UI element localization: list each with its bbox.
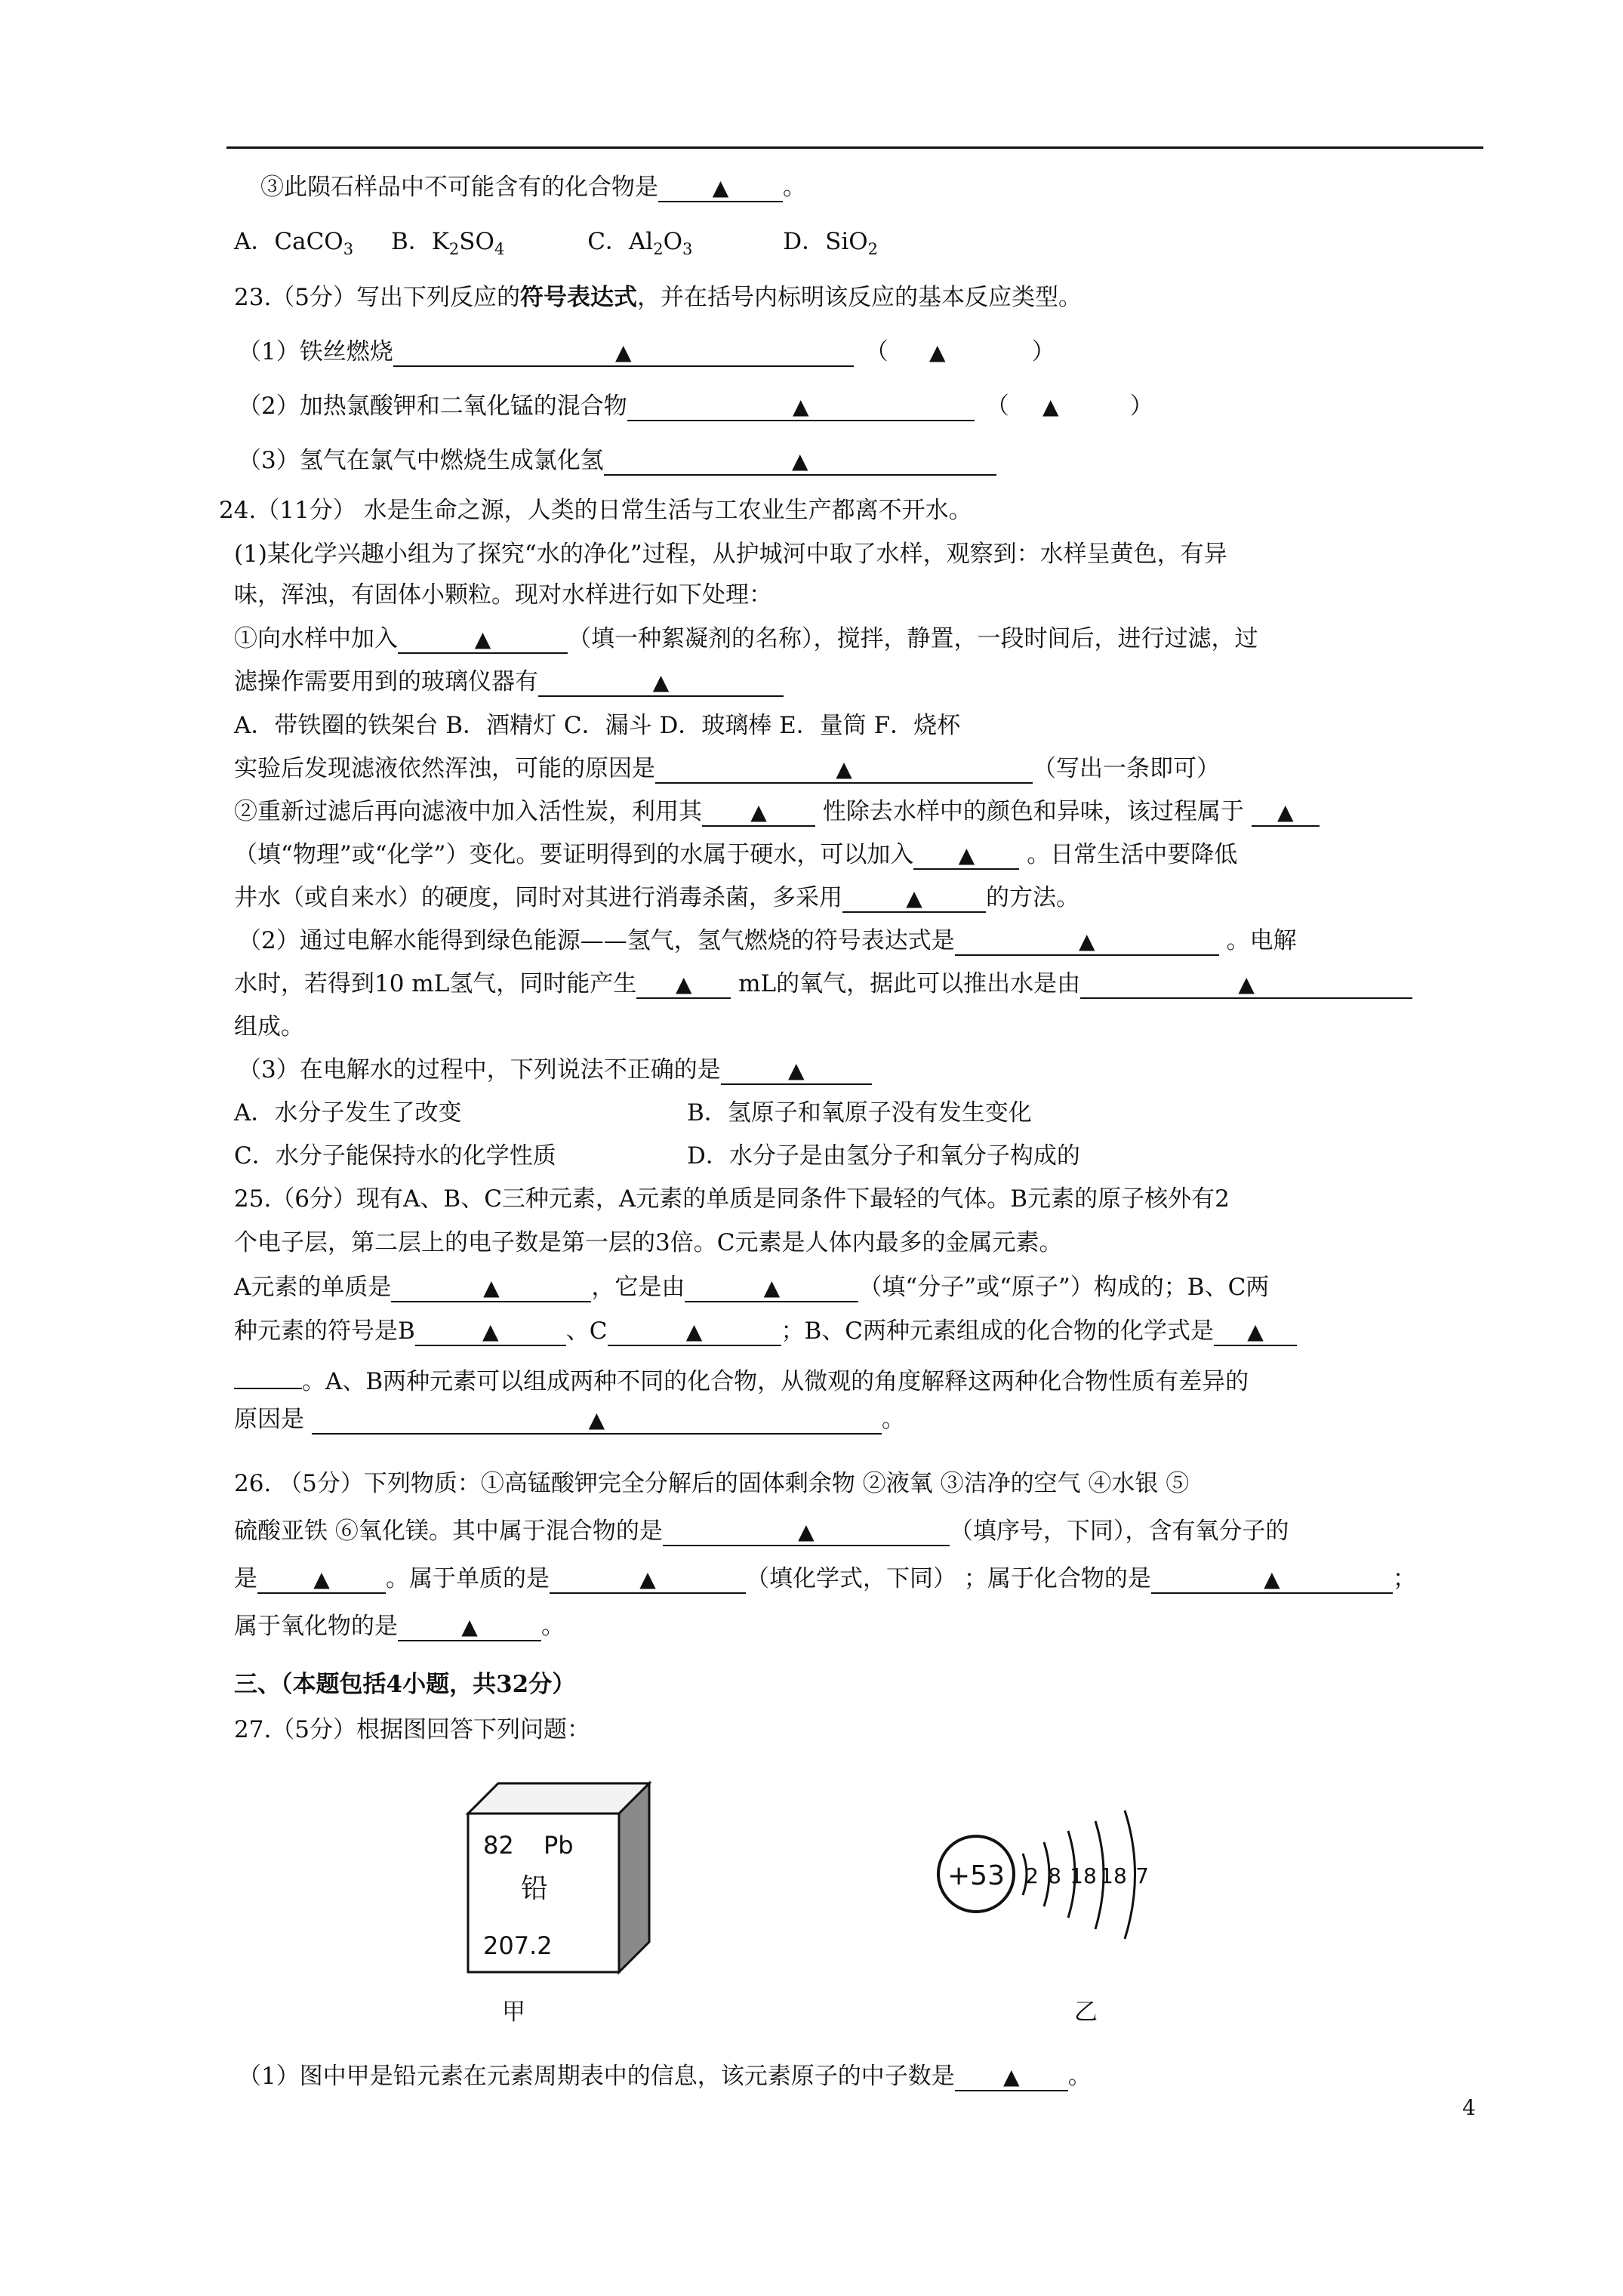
q24-option-d: D．水分子是由氢分子和氧分子构成的: [687, 1142, 1080, 1170]
answer-blank[interactable]: ▲: [955, 927, 1219, 956]
q23-part3: （3）氢气在氯气中燃烧生成氯化氢 ▲: [238, 445, 996, 476]
q24-text: 水时，若得到10 mL氢气，同时能产生 ▲ mL的氧气，据此可以推出水是由 ▲: [234, 969, 1412, 999]
q24-options: A．带铁圈的铁架台 B．酒精灯 C．漏斗 D．玻璃棒 E．量筒 F．烧杯: [234, 712, 961, 739]
q24-stem: 24.（11分） 水是生命之源，人类的日常生活与工农业生产都离不开水。: [219, 497, 972, 524]
q25-text: A元素的单质是 ▲ ，它是由 ▲ （填“分子”或“原子”）构成的；B、C两: [234, 1274, 1270, 1301]
answer-blank[interactable]: ▲: [1151, 1565, 1393, 1594]
q24-text: (1)某化学兴趣小组为了探究“水的净化”过程，从护城河中取了水样，观察到：水样呈黄色，有异: [234, 541, 1227, 568]
answer-blank[interactable]: ▲: [398, 625, 568, 654]
answer-blank[interactable]: ▲: [1042, 394, 1059, 419]
shell-electrons: 18: [1100, 1863, 1127, 1888]
header-rule: [226, 146, 1483, 149]
q22-options: A．CaCO$_3$ B．$K_2SO_4$ C．$Al_2O_3$ D．SiO$_2$: [234, 228, 879, 259]
answer-blank[interactable]: ▲: [257, 1565, 386, 1594]
q22-part3: ③此陨石样品中不可能含有的化合物是 ▲ 。: [260, 174, 806, 201]
answer-blank[interactable]: ▲: [550, 1565, 746, 1594]
shell-electrons: 18: [1070, 1863, 1097, 1888]
answer-blank[interactable]: ▲: [636, 970, 731, 999]
q23-part2: （2）加热氯酸钾和二氧化锰的混合物 ▲ （ ▲ ）: [238, 391, 1153, 422]
answer-blank[interactable]: ▲: [929, 340, 946, 365]
q23-part1: （1）铁丝燃烧 ▲ （ ▲ ）: [238, 337, 1055, 368]
answer-blank[interactable]: ▲: [604, 447, 996, 476]
figure-caption-jia: 甲: [502, 1999, 525, 2026]
q24-option-a: A．水分子发生了改变: [234, 1099, 462, 1126]
q24-text: 井水（或自来水）的硬度，同时对其进行消毒杀菌，多采用 ▲ 的方法。: [234, 884, 1079, 911]
q25-text: 种元素的符号是B ▲ 、C ▲ ；B、C两种元素组成的化合物的化学式是 ▲: [234, 1316, 1297, 1346]
answer-blank[interactable]: ▲: [655, 755, 1033, 784]
answer-blank[interactable]: ▲: [608, 1318, 781, 1346]
q24-option-c: C．水分子能保持水的化学性质: [234, 1142, 556, 1170]
q27-stem: 27.（5分）根据图回答下列问题：: [234, 1716, 591, 1743]
q24-text: ①向水样中加入 ▲ （填一种絮凝剂的名称），搅拌，静置，一段时间后，进行过滤，过: [234, 625, 1258, 652]
q23-stem: 23.（5分）写出下列反应的符号表达式，并在括号内标明该反应的基本反应类型。: [234, 284, 1083, 311]
shell-electrons: 8: [1048, 1863, 1061, 1888]
element-name: 铅: [521, 1873, 549, 1904]
q24-text: （2）通过电解水能得到绿色能源——氢气，氢气燃烧的符号表达式是 ▲ 。电解: [238, 927, 1297, 954]
figure-iodine-atom-structure: [925, 1789, 1174, 1963]
atomic-mass: 207.2: [483, 1931, 553, 1960]
figure-caption-yi: 乙: [1074, 1999, 1098, 2026]
answer-blank[interactable]: ▲: [955, 2063, 1068, 2091]
q24-text: （3）在电解水的过程中，下列说法不正确的是 ▲: [238, 1055, 872, 1085]
q27-part1: （1）图中甲是铅元素在元素周期表中的信息，该元素原子的中子数是 ▲ 。: [238, 2063, 1092, 2090]
answer-blank[interactable]: ▲: [913, 841, 1019, 870]
q24-text: 组成。: [234, 1013, 304, 1040]
answer-blank[interactable]: ▲: [415, 1318, 566, 1346]
answer-blank[interactable]: ▲: [1080, 970, 1412, 999]
q24-text: ②重新过滤后再向滤液中加入活性炭，利用其 ▲ 性除去水样中的颜色和异味，该过程属于 ▲: [234, 797, 1320, 827]
shell-electrons: 7: [1135, 1863, 1149, 1888]
answer-blank[interactable]: ▲: [538, 668, 784, 697]
answer-blank[interactable]: ▲: [312, 1406, 882, 1435]
element-symbol: Pb: [544, 1831, 574, 1860]
answer-blank[interactable]: ▲: [663, 1518, 950, 1546]
q26-text: 属于氧化物的是 ▲ 。: [234, 1613, 565, 1640]
q24-option-b: B．氢原子和氧原子没有发生变化: [687, 1099, 1032, 1126]
answer-blank[interactable]: ▲: [391, 1274, 591, 1302]
q24-text: 滤操作需要用到的玻璃仪器有 ▲: [234, 667, 784, 697]
answer-blank[interactable]: ▲: [702, 798, 815, 827]
answer-blank[interactable]: ▲: [627, 393, 975, 421]
shell-electrons: 2: [1025, 1863, 1039, 1888]
answer-blank[interactable]: ▲: [685, 1274, 858, 1302]
section-heading: 三、（本题包括4小题，共32分）: [234, 1671, 576, 1698]
answer-blank[interactable]: ▲: [1252, 798, 1320, 827]
answer-blank[interactable]: ▲: [842, 884, 986, 913]
atomic-number: 82: [483, 1831, 514, 1860]
q25-stem: 25.（6分）现有A、B、C三种元素，A元素的单质是同条件下最轻的气体。B元素的原子核外有2: [234, 1185, 1230, 1213]
q24-text: 实验后发现滤液依然浑浊，可能的原因是 ▲ （写出一条即可）: [234, 755, 1220, 782]
page-number: 4: [1462, 2095, 1476, 2120]
q26-text: 硫酸亚铁 ⑥氧化镁。其中属于混合物的是 ▲ （填序号，下同），含有氧分子的: [234, 1518, 1289, 1545]
nucleus-charge: +53: [947, 1860, 1005, 1891]
q25-text: 。A、B两种元素可以组成两种不同的化合物，从微观的角度解释这两种化合物性质有差异的: [234, 1361, 1249, 1397]
q24-text: （填“物理”或“化学”）变化。要证明得到的水属于硬水，可以加入 ▲ 。日常生活中要降低: [234, 841, 1238, 868]
q26-stem: 26. （5分）下列物质：①高锰酸钾完全分解后的固体剩余物 ②液氧 ③洁净的空气 ④水银 ⑤: [234, 1470, 1190, 1497]
q24-text: 味，浑浊，有固体小颗粒。现对水样进行如下处理：: [234, 581, 772, 609]
figure-lead-element-cell: [460, 1767, 657, 1986]
q25-text: 原因是 ▲ 。: [234, 1406, 905, 1433]
answer-blank[interactable]: ▲: [658, 174, 783, 202]
answer-blank[interactable]: ▲: [393, 338, 854, 367]
answer-blank[interactable]: ▲: [398, 1613, 541, 1641]
answer-blank[interactable]: ▲: [1214, 1318, 1297, 1346]
q26-text: 是 ▲ 。属于单质的是 ▲ （填化学式，下同） ；属于化合物的是 ▲ ；: [234, 1565, 1416, 1592]
answer-blank[interactable]: ▲: [721, 1056, 872, 1085]
answer-blank[interactable]: [234, 1361, 302, 1389]
q25-text: 个电子层，第二层上的电子数是第一层的3倍。C元素是人体内最多的金属元素。: [234, 1229, 1063, 1256]
